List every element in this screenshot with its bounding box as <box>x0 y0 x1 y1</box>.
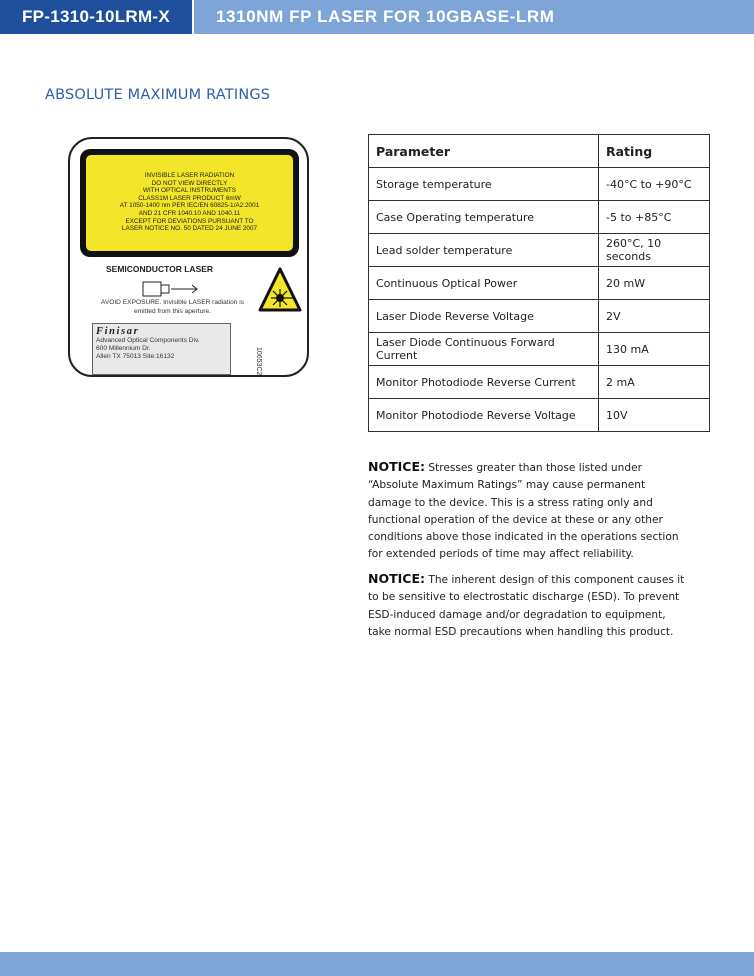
notice-keyword: NOTICE: <box>368 459 425 474</box>
laser-warning-label <box>68 137 309 377</box>
parameter-cell: Laser Diode Continuous Forward Current <box>369 333 599 366</box>
rating-cell: 130 mA <box>599 333 710 366</box>
column-header-parameter: Parameter <box>369 135 599 168</box>
warning-line: CLASS1M LASER PRODUCT 6mW <box>138 194 241 202</box>
rating-cell: -5 to +85°C <box>599 201 710 234</box>
table-row <box>369 234 710 267</box>
esd-notice <box>368 570 686 641</box>
table-header-row <box>369 135 710 168</box>
header-product-title: 1310NM FP LASER FOR 10GBASE-LRM <box>194 0 754 34</box>
footer-bar <box>0 952 754 976</box>
laser-warning-panel <box>80 149 299 257</box>
manufacturer-info-box <box>92 323 231 375</box>
parameter-cell: Lead solder temperature <box>369 234 599 267</box>
notice-keyword: NOTICE: <box>368 571 425 586</box>
table-row <box>369 366 710 399</box>
parameter-cell: Storage temperature <box>369 168 599 201</box>
rating-cell: 2 mA <box>599 366 710 399</box>
laser-warning-text <box>86 155 293 251</box>
warning-line: AT 1050-1400 nm PER IEC/EN 60825-1/A2:2001 <box>119 202 260 210</box>
column-header-rating: Rating <box>599 135 710 168</box>
notice-text: Stresses greater than those listed under “Absolute Maximum Ratings” may cause permanent damage to the device. This is a stress rating only and functional operation of the device at these or any other conditions above those indicated in the operations section for extended periods of time may affect reliability. <box>368 462 679 561</box>
table-row <box>369 300 710 333</box>
semiconductor-laser-title: SEMICONDUCTOR LASER <box>106 264 214 274</box>
notice-text: The inherent design of this component causes it to be sensitive to electrostatic discharge (ESD). To prevent ESD-induced damage and/or degradation to equipment, take normal ESD precautions when handling this product. <box>368 574 685 638</box>
manufacturer-line: 600 Millennium Dr. <box>96 345 151 352</box>
parameter-cell: Case Operating temperature <box>369 201 599 234</box>
warning-line: LASER NOTICE NO. 50 DATED 24 JUNE 2007 <box>121 225 258 233</box>
stress-notice <box>368 458 686 564</box>
table-row <box>369 201 710 234</box>
warning-line: DO NOT VIEW DIRECTLY <box>151 179 228 187</box>
table-row <box>369 267 710 300</box>
aperture-arrow-icon <box>142 279 202 299</box>
warning-line: AND 21 CFR 1040.10 AND 1040.11 <box>138 209 241 217</box>
parameter-cell: Continuous Optical Power <box>369 267 599 300</box>
rating-cell: 260°C, 10 seconds <box>599 234 710 267</box>
rating-cell: 20 mW <box>599 267 710 300</box>
laser-hazard-icon <box>258 267 302 313</box>
rating-cell: 10V <box>599 399 710 432</box>
warning-line: WITH OPTICAL INSTRUMENTS <box>142 187 237 195</box>
parameter-cell: Laser Diode Reverse Voltage <box>369 300 599 333</box>
warning-line: EXCEPT FOR DEVIATIONS PURSUANT TO <box>125 217 254 225</box>
parameter-cell: Monitor Photodiode Reverse Voltage <box>369 399 599 432</box>
manufacturer-line: Advanced Optical Components Div. <box>96 337 200 344</box>
manufacturer-line: Allen TX 75013 Site:16132 <box>96 353 175 360</box>
header-part-number: FP-1310-10LRM-X <box>0 0 192 34</box>
rating-cell: -40°C to +90°C <box>599 168 710 201</box>
section-title: ABSOLUTE MAXIMUM RATINGS <box>45 87 271 103</box>
table-row <box>369 333 710 366</box>
table-row <box>369 399 710 432</box>
warning-line: INVISIBLE LASER RADIATION <box>144 172 235 179</box>
finisar-logo: Finisar <box>96 326 140 337</box>
table-row <box>369 168 710 201</box>
serial-number: 10653C2 <box>255 347 262 376</box>
parameter-cell: Monitor Photodiode Reverse Current <box>369 366 599 399</box>
avoid-exposure-text: AVOID EXPOSURE. Invisible LASER radiation is emitted from this aperture. <box>100 299 245 315</box>
rating-cell: 2V <box>599 300 710 333</box>
absolute-maximum-ratings-table <box>368 134 710 432</box>
